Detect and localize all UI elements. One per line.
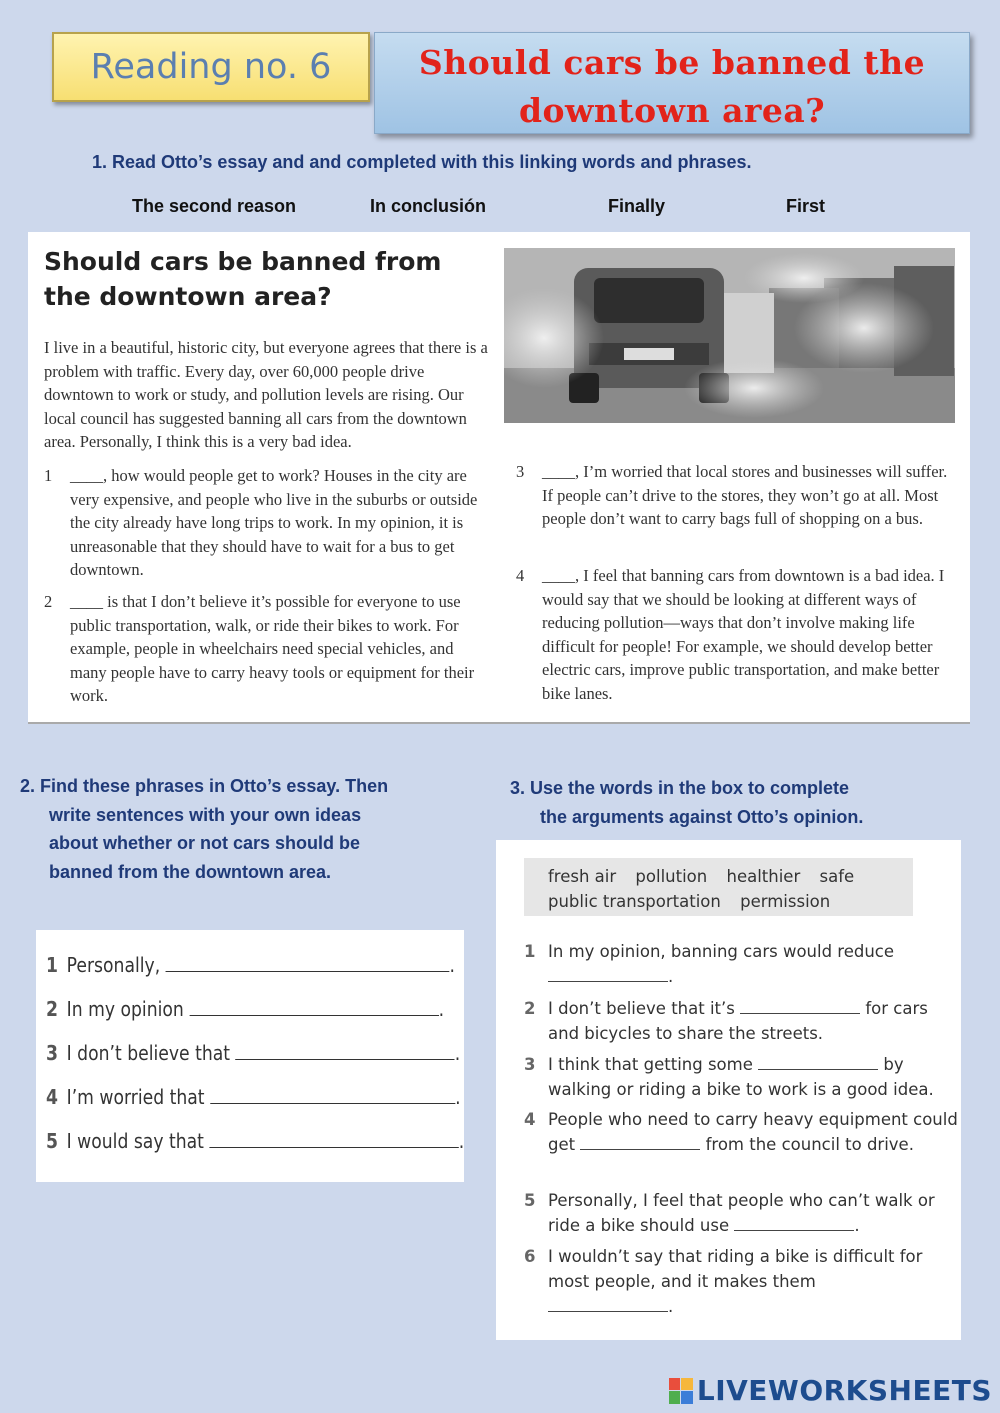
box-word: public transportation xyxy=(548,892,721,911)
word-bank-item: Finally xyxy=(608,196,666,216)
box-word: safe xyxy=(819,867,855,886)
argument-text-end: for cars and bicycles to share the streets. xyxy=(548,999,928,1043)
argument-text: In my opinion, banning cars would reduce xyxy=(548,942,895,961)
paragraph-text: ____, how would people get to work? Houses in the city are very expensive, and people who live in the suburbs or outside the city already have long trips to work. In my opinion, it is unreasonable that they should have to wait for a bus to get downtown. xyxy=(70,466,478,579)
item-prompt: I don’t believe that xyxy=(66,1041,230,1065)
item-number: 5 xyxy=(524,1191,536,1210)
box-word: fresh air xyxy=(548,867,617,886)
answer-blank[interactable] xyxy=(758,1052,878,1070)
essay-paragraph-1 xyxy=(44,464,494,582)
task3-line: 3. Use the words in the box to complete xyxy=(510,778,850,798)
box-word: pollution xyxy=(635,867,708,886)
paragraph-number: 2 xyxy=(44,592,53,611)
answer-blank[interactable] xyxy=(209,1128,458,1148)
sentence-item: 2 In my opinion . xyxy=(46,997,445,1021)
item-number: 6 xyxy=(524,1247,536,1266)
item-number: 2 xyxy=(524,999,536,1018)
sentence-item: 1 Personally, . xyxy=(46,953,455,977)
item-prompt: Personally, xyxy=(66,953,161,977)
argument-text-end: by walking or riding a bike to work is a good idea. xyxy=(548,1055,934,1099)
worksheet-heading-line2: downtown area? xyxy=(518,91,826,130)
liveworksheets-logo xyxy=(669,1374,992,1407)
essay-title xyxy=(44,244,441,314)
task2-line: write sentences with your own ideas xyxy=(49,804,362,825)
argument-text: I think that getting some xyxy=(548,1055,753,1074)
task2-line: about whether or not cars should be xyxy=(49,833,361,853)
box-word: permission xyxy=(740,892,831,911)
paragraph-text: ____, I’m worried that local stores and businesses will suffer. If people can’t drive to the stores, they won’t go at all. Most people don’t want to carry bags full of shopping on a bus. xyxy=(542,462,948,528)
answer-blank[interactable] xyxy=(740,996,860,1014)
task2-line: banned from the downtown area. xyxy=(49,861,332,882)
answer-blank[interactable] xyxy=(548,964,668,982)
paragraph-number: 4 xyxy=(516,566,525,585)
essay-panel xyxy=(28,232,970,724)
task3-line: the arguments against Otto’s opinion. xyxy=(540,806,864,827)
argument-text: I wouldn’t say that riding a bike is difficult for most people, and it makes them xyxy=(548,1247,923,1291)
essay-paragraph-4 xyxy=(516,564,962,704)
sentence-item: 4 I’m worried that . xyxy=(46,1085,461,1109)
item-number: 2 xyxy=(46,997,58,1021)
task2-line: 2. Find these phrases in Otto’s essay. Then xyxy=(20,776,389,796)
reading-number-label: Reading no. 6 xyxy=(90,47,332,87)
item-number: 1 xyxy=(46,953,58,977)
essay-paragraph-3 xyxy=(516,460,962,550)
sentence-writing-panel xyxy=(36,930,464,1182)
answer-blank[interactable] xyxy=(210,1084,455,1104)
item-number: 4 xyxy=(524,1110,536,1129)
arguments-panel xyxy=(496,840,961,1340)
task3-instruction xyxy=(510,774,863,831)
essay-intro: I live in a beautiful, historic city, but everyone agrees that there is a problem with traffic. Every day, over 60,000 people drive downtown to work or study, and pollution levels are rising. Our local council has suggested banning all cars from the downtown area. Personally, I think this is a very bad idea. xyxy=(44,338,488,451)
argument-text-end: . xyxy=(854,1216,860,1235)
liveworksheets-logo-icon xyxy=(669,1378,693,1404)
traffic-pollution-photo xyxy=(504,248,955,423)
essay-title-line2: the downtown area? xyxy=(44,282,332,311)
reading-number-box xyxy=(52,32,370,102)
liveworksheets-logo-text: LIVEWORKSHEETS xyxy=(696,1374,992,1407)
answer-blank[interactable] xyxy=(166,952,450,972)
item-prompt: I would say that xyxy=(66,1129,204,1153)
item-number: 3 xyxy=(46,1041,58,1065)
essay-paragraph-2 xyxy=(44,590,494,708)
item-number: 5 xyxy=(46,1129,58,1153)
task1-instruction: 1. Read Otto’s essay and and completed with this linking words and phrases. xyxy=(92,152,752,172)
paragraph-number: 1 xyxy=(44,466,53,485)
word-bank-item: The second reason xyxy=(132,196,297,216)
argument-text-end: . xyxy=(668,1297,674,1316)
item-number: 4 xyxy=(46,1085,58,1109)
box-word: healthier xyxy=(726,867,801,886)
argument-text-end: from the council to drive. xyxy=(705,1135,914,1154)
task2-instruction xyxy=(20,772,388,886)
answer-blank[interactable] xyxy=(235,1040,454,1060)
worksheet-heading-line1: Should cars be banned the xyxy=(418,43,926,82)
answer-blank[interactable] xyxy=(548,1294,668,1312)
word-bank-item: First xyxy=(786,196,826,216)
answer-blank[interactable] xyxy=(734,1213,854,1231)
argument-text: I don’t believe that it’s xyxy=(548,999,735,1018)
argument-text-end: . xyxy=(668,967,674,986)
word-bank-item: In conclusión xyxy=(370,196,487,216)
item-number: 1 xyxy=(524,942,536,961)
item-prompt: In my opinion xyxy=(66,997,184,1021)
argument-text: Personally, I feel that people who can’t walk or ride a bike should use xyxy=(548,1191,935,1235)
item-prompt: I’m worried that xyxy=(66,1085,205,1109)
sentence-item: 3 I don’t believe that . xyxy=(46,1041,461,1065)
worksheet-heading-box xyxy=(374,32,970,134)
answer-blank[interactable] xyxy=(189,996,438,1016)
argument-text: People who need to carry heavy equipment could get xyxy=(548,1110,958,1154)
essay-title-line1: Should cars be banned from xyxy=(44,247,442,276)
sentence-item: 5 I would say that . xyxy=(46,1129,465,1153)
word-box xyxy=(524,858,913,916)
paragraph-number: 3 xyxy=(516,462,525,481)
paragraph-text: ____ is that I don’t believe it’s possible for everyone to use public transportation, walk, or ride their bikes to work. For example, people in wheelchairs need special vehicles, and many people have to carry heavy tools or equipment for their work. xyxy=(70,592,475,705)
paragraph-text: ____, I feel that banning cars from downtown is a bad idea. I would say that we should be looking at different ways of reducing pollution—ways that don’t involve making life difficult for people! For example, we should develop better electric cars, improve public transportation, and make better bike lanes. xyxy=(542,566,945,703)
answer-blank[interactable] xyxy=(580,1132,700,1150)
item-number: 3 xyxy=(524,1055,536,1074)
